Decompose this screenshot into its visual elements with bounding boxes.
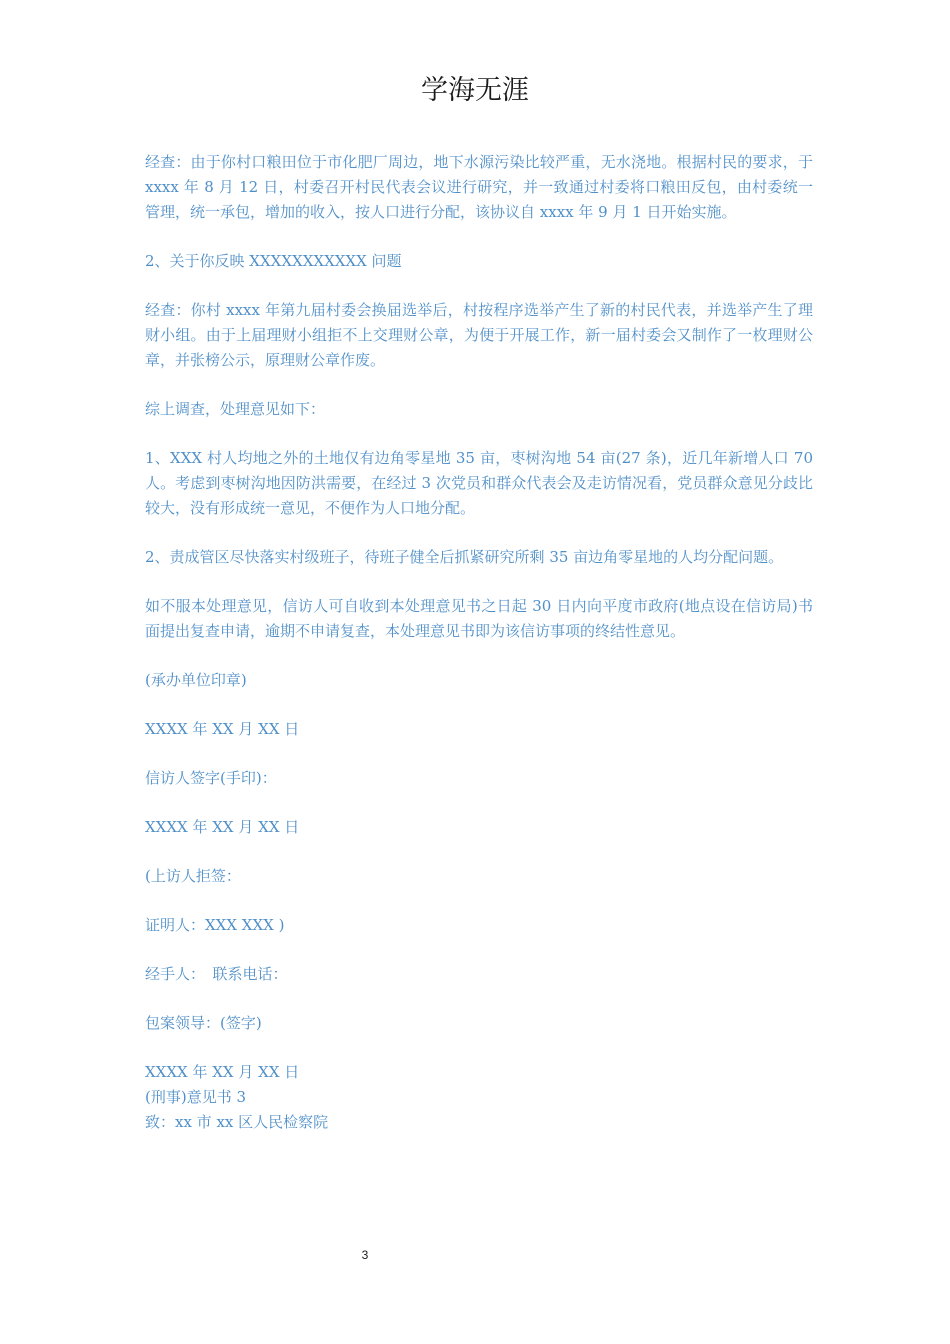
paragraph-investigation-1: 经查：由于你村口粮田位于市化肥厂周边，地下水源污染比较严重，无水浇地。根据村民的要求，于 xxxx 年 8 月 12 日，村委召开村民代表会议进行研究，并一致通过村委将口粮田反包，由村委统一管理，统一承包，增加的收入，按人口进行分配，该协议自 xxxx 年 9 月 1 日开始实施。 [145,153,813,221]
date-line-1: XXXX 年 XX 月 XX 日 [145,720,300,738]
page-number: 3 [361,1248,369,1262]
leader-signature-line: 包案领导：(签字) [145,1014,262,1032]
page-title: 学海无涯 [421,75,529,106]
paragraph-opinion-1: 1、XXX 村人均地之外的土地仅有边角零星地 35 亩，枣树沟地 54 亩(27 条)，近几年新增人口 70 人。考虑到枣树沟地因防洪需要，在经过 3 次党员和群众代表会及走访情况看，党员群众意见分歧比较大，没有形成统一意见，不便作为人口地分配。 [145,449,813,517]
seal-line: (承办单位印章) [145,671,247,689]
paragraph-issue-2: 2、关于你反映 XXXXXXXXXXX 问题 [145,252,402,270]
document-body [145,150,813,1135]
date-line-2: XXXX 年 XX 月 XX 日 [145,818,300,836]
witness-line: 证明人：XXX XXX ) [145,916,285,934]
paragraph-opinion-2: 2、责成管区尽快落实村级班子，待班子健全后抓紧研究所剩 35 亩边角零星地的人均分配问题。 [145,548,784,566]
paragraph-appeal-notice: 如不服本处理意见，信访人可自收到本处理意见书之日起 30 日内向平度市政府(地点设在信访局)书面提出复查申请，逾期不申请复查，本处理意见书即为该信访事项的终结性意见。 [145,597,813,640]
date-line-3: XXXX 年 XX 月 XX 日 [145,1063,300,1081]
addressee-line: 致：xx 市 xx 区人民检察院 [145,1113,329,1131]
handler-contact-line: 经手人： 联系电话： [145,965,288,983]
paragraph-investigation-2: 经查：你村 xxxx 年第九届村委会换届选举后，村按程序选举产生了新的村民代表，并选举产生了理财小组。由于上届理财小组拒不上交理财公章，为便于开展工作，新一届村委会又制作了一枚理财公章，并张榜公示，原理财公章作废。 [145,301,813,369]
paragraph-summary: 综上调查，处理意见如下： [145,400,326,418]
petitioner-signature-line: 信访人签字(手印)： [145,769,277,787]
refusal-line: (上访人拒签： [145,867,241,885]
document-heading-line: (刑事)意见书 3 [145,1088,247,1106]
